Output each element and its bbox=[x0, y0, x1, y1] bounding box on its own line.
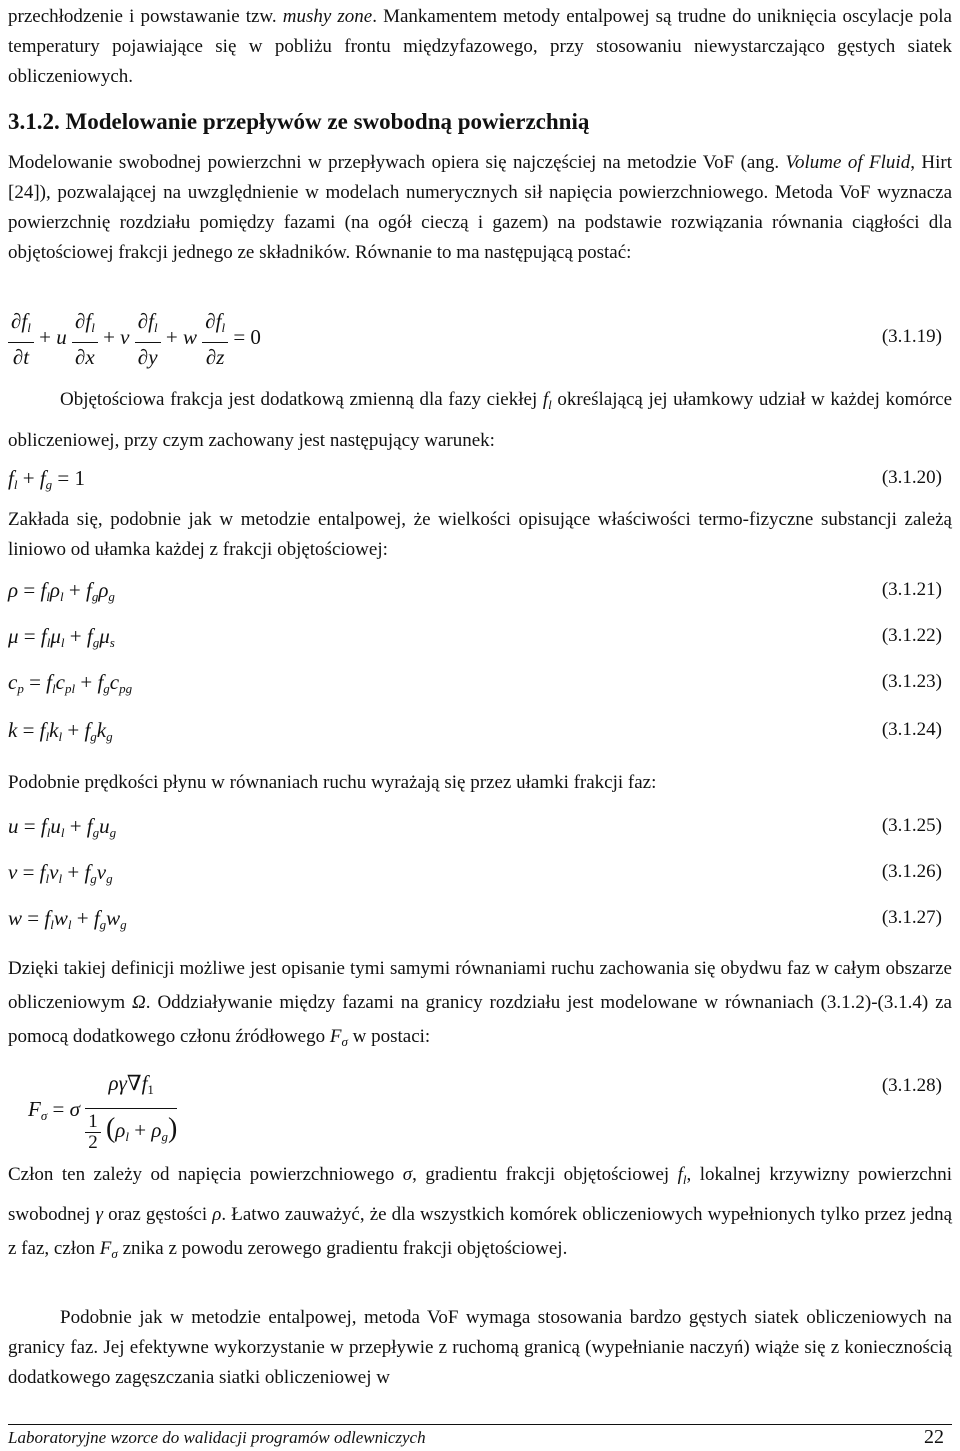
equation-3-1-28 bbox=[8, 1060, 952, 1158]
paragraph-text: w postaci: bbox=[347, 1026, 431, 1047]
paragraph-volume-fraction: Objętościowa frakcja jest dodatkową zmienną dla fazy ciekłej $f_l$ określającą jej ułamkowy udział w każdej komórce obliczeniowej, przy czym zachowany jest następujący warunek: bbox=[8, 389, 953, 451]
equation-body: $\mu = f_l\mu_l + f_g\mu_s$ bbox=[8, 624, 115, 650]
equation-number: (3.1.19) bbox=[881, 326, 942, 347]
paragraph-vof-requirements: Podobnie jak w metodzie entalpowej, metoda VoF wymaga stosowania bardzo gęstych siatek obliczeniowych na granicy faz. Jej efektywne wykorzystanie w przepływie z ruchomą granicą (wypełnianie naczyń) wiąże się z koniecznością dodatkowego zagęszczania siatki obliczeniowej w bbox=[8, 1307, 952, 1388]
equation-number: (3.1.28) bbox=[881, 1075, 942, 1096]
paragraph-text: . Łatwo zauważyć, że dla wszystkich komórek obliczeniowych wypełnionych tylko przez jedną z faz, człon bbox=[8, 1203, 953, 1259]
section-heading: 3.1.2. Modelowanie przepływów ze swobodną powierzchnią bbox=[8, 109, 590, 134]
equation-body: $v = f_lv_l + f_gv_g$ bbox=[8, 860, 113, 886]
paragraph-text: Człon ten zależy od napięcia powierzchniowego bbox=[8, 1164, 403, 1185]
paragraph-text: znika z powodu zerowego gradientu frakcji objętościowej. bbox=[117, 1238, 568, 1259]
paragraph-properties: Zakłada się, podobnie jak w metodzie entalpowej, że wielkości opisujące właściwości termo-fizyczne substancji zależą liniowo od ułamka każdej z frakcji objętościowej: bbox=[8, 509, 952, 560]
equation-3-1-21 bbox=[8, 570, 952, 610]
page-number: 22 bbox=[924, 1426, 944, 1448]
equation-3-1-19 bbox=[8, 306, 952, 368]
paragraph-text: . Mankamentem metody entalpowej są trudne do uniknięcia oscylacje pola temperatury pojawiające się w pobliżu frontu międzyfazowego, przy stosowaniu niewystarczająco gęstych siatek obliczeniowych. bbox=[8, 6, 952, 87]
equation-number: (3.1.21) bbox=[881, 579, 942, 600]
equation-body: $k = f_lk_l + f_gk_g$ bbox=[8, 718, 113, 744]
equation-number: (3.1.20) bbox=[881, 467, 942, 488]
equation-3-1-24 bbox=[8, 710, 952, 750]
paragraph-text: Dzięki takiej definicji możliwe jest opisanie tymi samymi równaniami ruchu zachowania się obydwu faz w całym obszarze obliczeniowym bbox=[8, 958, 952, 1013]
equation-number: (3.1.26) bbox=[881, 861, 942, 882]
equation-body: $u = f_lu_l + f_gu_g$ bbox=[8, 814, 117, 840]
paragraph-italic-term: mushy zone bbox=[282, 6, 373, 27]
equation-number: (3.1.23) bbox=[881, 671, 942, 692]
equation-body: $\frac{\partial f_l}{\partial t}$ + u $\frac{\partial f_l}{\partial x}$ + v $\frac{\partial f_l}{\partial y}$ + w $\frac{\partial f_l}{\partial z}$ = 0 bbox=[8, 306, 261, 371]
paragraph-text: , Hirt [24]), pozwalającej na uwzględnienie w modelach numerycznych sił napięcia powierzchniowego. Metoda VoF wyznacza powierzchnię rozdziału pomiędzy fazami (na ogół cieczą i gazem) na podstawie rozwiązania równania ciągłości dla objętościowej frakcji jednego ze składników. Równanie to ma następującą postać: bbox=[8, 152, 952, 263]
paragraph-text: , lokalnej krzywizny powierzchni swobodnej bbox=[8, 1164, 952, 1225]
equation-body: $F_\sigma = \sigma$ $\rho\gamma\nabla f_1$ $\frac{1}{2}$ $(\rho_l + \rho_g)$ bbox=[28, 1060, 177, 1165]
equation-3-1-25 bbox=[8, 806, 952, 846]
equation-rhs: 1 bbox=[74, 466, 85, 490]
equation-body: $c_p = f_lc_{pl} + f_gc_{pg}$ bbox=[8, 670, 133, 696]
equation-3-1-27 bbox=[8, 898, 952, 938]
paragraph-text: . Oddziaływanie między fazami na granicy rozdziału jest modelowane w równaniach (3.1.2)-(3.1.4) za pomocą dodatkowego członu źródłowego bbox=[8, 992, 952, 1047]
paragraph-text: Modelowanie swobodnej powierzchni w przepływach opiera się najczęściej na metodzie VoF (ang. bbox=[8, 152, 786, 173]
equation-number: (3.1.22) bbox=[881, 625, 942, 646]
equation-number: (3.1.25) bbox=[881, 815, 942, 836]
equation-3-1-20 bbox=[8, 458, 952, 498]
paragraph-text: , gradientu frakcji objętościowej bbox=[412, 1164, 678, 1185]
paragraph-italic-term: Volume of Fluid bbox=[785, 152, 911, 173]
paragraph-vof-intro bbox=[8, 148, 952, 268]
paragraph-velocities: Podobnie prędkości płynu w równaniach ruchu wyrażają się przez ułamki frakcji faz: bbox=[8, 772, 657, 793]
paragraph-source-term: Dzięki takiej definicji możliwe jest opisanie tymi samymi równaniami ruchu zachowania się obydwu faz w całym obszarze obliczeniowym Ω. Oddziaływanie między fazami na granicy rozdziału jest modelowane w równaniach (3.1.2)-(3.1.4) za pomocą dodatkowego członu źródłowego $F_\sigma$ w postaci: bbox=[8, 958, 952, 1049]
fraction-denominator: 2 bbox=[88, 1131, 98, 1153]
footer-title: Laboratoryjne wzorce do walidacji programów odlewniczych bbox=[8, 1428, 426, 1447]
paragraph-text: Objętościowa frakcja jest dodatkową zmienną dla fazy ciekłej bbox=[60, 389, 543, 410]
equation-body: $w = f_lw_l + f_gw_g$ bbox=[8, 906, 127, 932]
paragraph-text: określającą jej ułamkowy udział w każdej komórce obliczeniowej, przy czym zachowany jest następujący warunek: bbox=[8, 389, 953, 451]
equation-number: (3.1.24) bbox=[881, 719, 942, 740]
equation-3-1-23 bbox=[8, 662, 952, 702]
equation-body: $\rho = f_l\rho_l + f_g\rho_g$ bbox=[8, 578, 115, 604]
footer-divider bbox=[8, 1424, 952, 1425]
equation-body: $f_l + f_g = 1$ bbox=[8, 466, 85, 492]
paragraph-text: przechłodzenie i powstawanie tzw. bbox=[8, 6, 283, 27]
paragraph-term-description: Człon ten zależy od napięcia powierzchniowego σ, gradientu frakcji objętościowej $f_l$, lokalnej krzywizny powierzchni swobodnej γ oraz gęstości ρ. Łatwo zauważyć, że dla wszystkich komórek obliczeniowych wypełnionych tylko przez jedną z faz, człon $F_\sigma$ znika z powodu zerowego gradientu frakcji objętościowej. bbox=[8, 1164, 953, 1261]
equation-3-1-26 bbox=[8, 852, 952, 892]
equation-rhs: 0 bbox=[250, 325, 261, 349]
paragraph-text: oraz gęstości bbox=[102, 1203, 213, 1225]
document-page bbox=[8, 0, 952, 1451]
equation-number: (3.1.27) bbox=[881, 907, 942, 928]
fraction-numerator: 1 bbox=[85, 1112, 101, 1133]
paragraph-top bbox=[8, 2, 952, 92]
equation-3-1-22 bbox=[8, 616, 952, 656]
